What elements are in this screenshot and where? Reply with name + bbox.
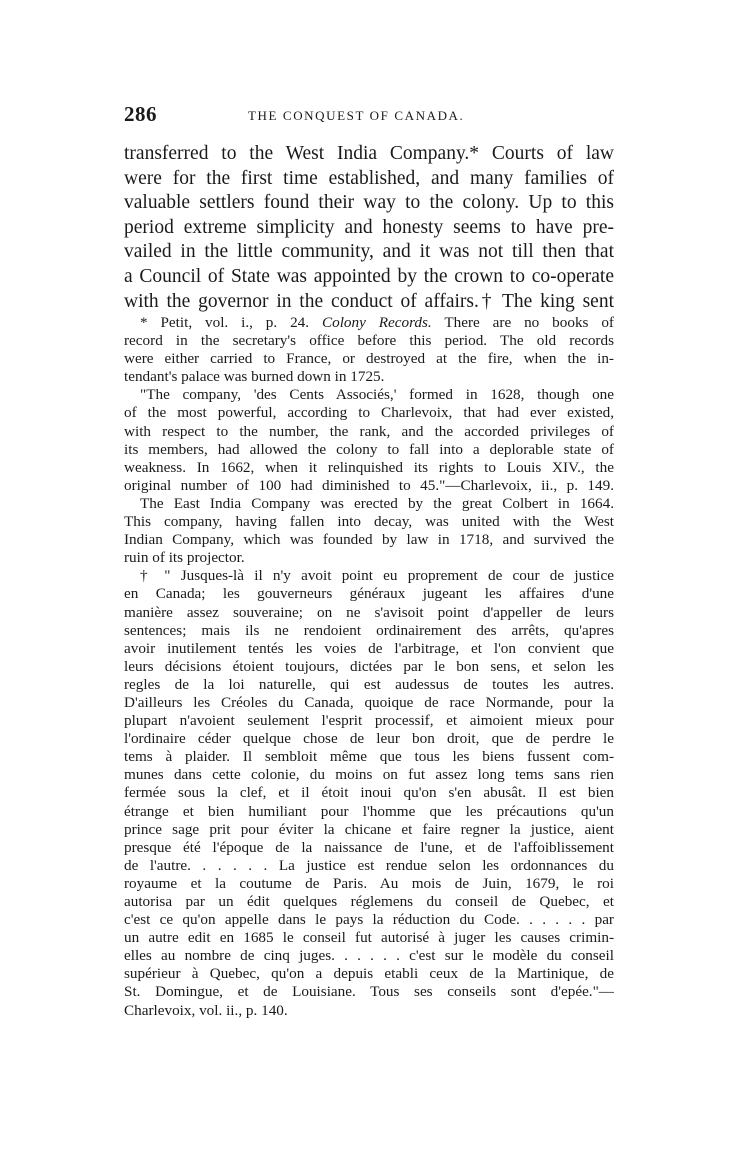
footnote-petit [124,314,614,386]
footnote-line: weakness. In 1662, when it relinquished its rights to Louis XIV., the [124,458,614,476]
footnote-line [124,314,614,332]
footnote-line: tems à plaider. Il sembloit même que tous les biens fussent com- [124,748,614,766]
footnote-dagger [124,567,614,1019]
footnote-line: étrange et bien humiliant pour l'homme que les précautions qu'un [124,802,614,820]
footnote-line: of the most powerful, according to Charlevoix, that had ever existed, [124,404,614,422]
footnote-line: manière assez souveraine; on ne s'avisoit point d'appeller de leurs [124,603,614,621]
body-line: valuable settlers found their way to the colony. Up to this [124,192,614,214]
footnote-text: * Petit, vol. i., p. 24. [140,314,310,331]
body-line: period extreme simplicity and honesty seems to have pre- [124,216,614,238]
footnote-line: This company, having fallen into decay, was united with the West [124,513,614,531]
footnote-line: † " Jusques-là il n'y avoit point eu proprement de cour de justice [140,567,614,585]
footnote-line: supérieur à Quebec, qu'on a depuis etabli ceux de la Martinique, de [124,965,614,983]
footnote-line: tendant's palace was burned down in 1725. [124,368,385,386]
footnote-line: un autre edit en 1685 le conseil fut autorisé à juger les causes crimin- [124,929,614,947]
footnote-line: its members, had allowed the colony to fall into a deplorable state of [124,440,614,458]
footnote-line: Indian Company, which was founded by law in 1718, and survived the [124,531,614,549]
footnote-line: "The company, 'des Cents Associés,' formed in 1628, though one [140,386,614,404]
running-title: THE CONQUEST OF CANADA. [248,108,465,123]
footnote-line: regles de la loi naturelle, qui est audessus de toutes les autres. [124,675,614,693]
footnote-line: plupart n'avoient seulement l'esprit processif, et aimoient mieux pour [124,712,614,730]
page-header [124,102,614,132]
body-line: with the governor in the conduct of affairs.† The king sent [124,290,614,312]
footnote-line: prince sage prit pour éviter la chicane et faire regner la justice, aient [124,820,614,838]
footnote-line: sentences; mais ils ne rendoient ordinairement des arrêts, qu'apres [124,621,614,639]
footnote-company [124,386,614,495]
body-line: were for the first time established, and many families of [124,167,614,189]
footnote-line: presque été l'époque de la naissance de l'une, et de l'affoiblissement [124,838,614,856]
footnote-line: autorisa par un édit quelques réglemens du conseil de Quebec, et [124,893,614,910]
body-paragraph [124,142,614,314]
footnote-line: fermée sous la clef, et il étoit inoui qu'on s'en abusât. Il est bien [124,784,614,802]
footnote-line: record in the secretary's office before this period. The old records [124,332,614,350]
footnote-line: l'ordinaire céder quelque chose de leur bon droit, que de perdre le [124,730,614,748]
footnote-line: en Canada; les gouverneurs généraux jugeant les affaires d'une [124,585,614,603]
footnote-line: The East India Company was erected by the great Colbert in 1664. [140,494,614,512]
footnote-line: with respect to the number, the rank, and the accorded privileges of [124,422,614,440]
footnote-line: c'est ce qu'on appelle dans le pays la réduction du Code. . . . . . par [124,911,614,929]
footnote-line: avoir inutilement tentés les voies de l'arbitrage, et l'on convient que [124,639,614,657]
body-line: a Council of State was appointed by the crown to co-operate [124,265,614,287]
footnote-text: There are no books of [444,314,614,331]
footnote-line: St. Domingue, et de Louisiane. Tous ses conseils sont d'epée."— [124,983,614,1001]
footnote-line: leurs décisions étoient toujours, dictées par le bon sens, et selon les [124,657,614,675]
footnotes [124,314,614,1020]
footnote-italic-title: Colony Records. [321,314,432,331]
footnote-line: were either carried to France, or destroyed at the fire, when the in- [124,350,614,368]
footnote-line: ruin of its projector. [124,549,245,567]
footnote-line: royaume et la coutume de Paris. Au mois de Juin, 1679, le roi [124,874,614,892]
footnote-line: de l'autre. . . . . . La justice est rendue selon les ordonnances du [124,856,614,874]
footnote-east-india [124,495,614,567]
footnote-line: elles au nombre de cinq juges. . . . . . c'est sur le modèle du conseil [124,947,614,965]
body-line: transferred to the West India Company.* Courts of law [124,143,614,164]
footnote-line: Charlevoix, vol. ii., p. 140. [124,1001,288,1019]
footnote-line: original number of 100 had diminished to 45."—Charlevoix, ii., p. 149. [124,476,614,494]
page-number: 286 [124,102,157,126]
footnote-line: D'ailleurs les Créoles du Canada, quoique de race Normande, pour la [124,693,614,711]
body-line: vailed in the little community, and it was not till then that [124,241,614,263]
footnote-line: munes dans cette colonie, du moins on fut assez long tems sans rien [124,766,614,784]
